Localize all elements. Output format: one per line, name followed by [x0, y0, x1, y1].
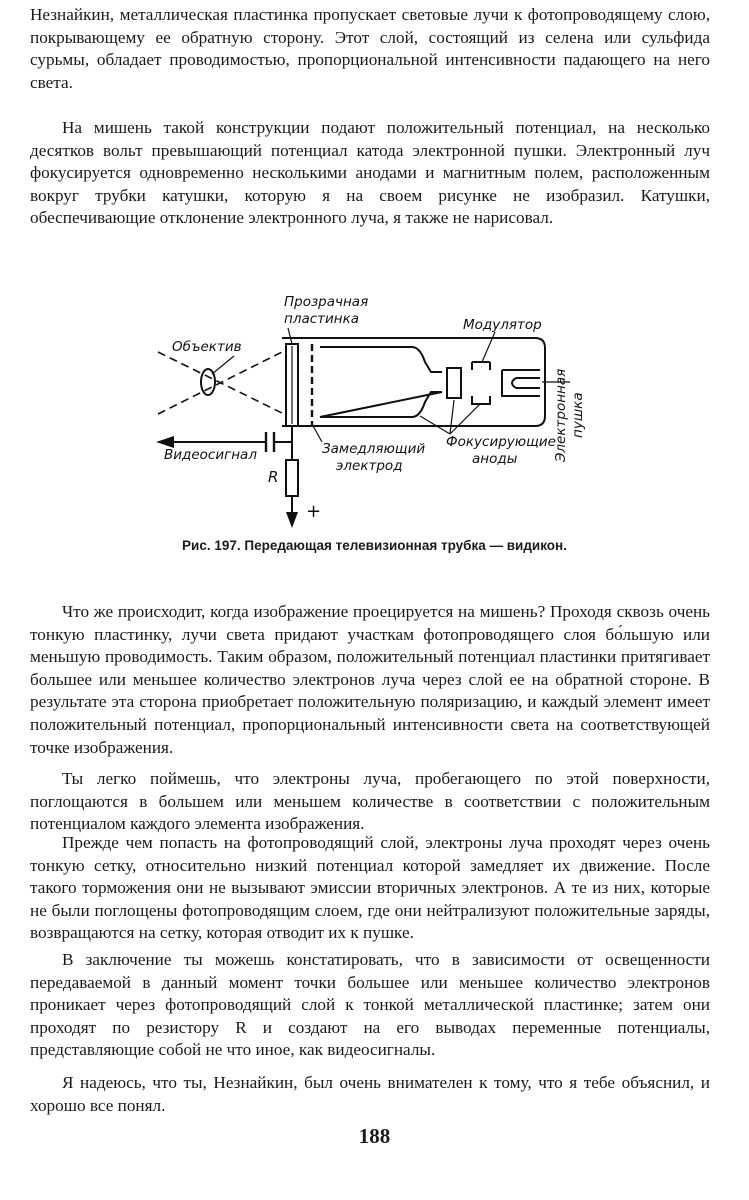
label-resistor: R: [268, 468, 279, 486]
focusing-anode-1: [447, 368, 461, 398]
paragraph-2: На мишень такой конструкции подают положительный потенциал, на несколько десятков вольт превышающий потенциал катода электронной пушки. Электронный луч фокусируется одновременно несколькими анодами и магнитным полем, расположенным вокруг трубки катушки, которую я на своем рисунке не изобразил. Катушки, обеспечивающие отклонение электронного луча, я также не нарисовал.: [30, 118, 710, 228]
cathode: [502, 370, 540, 396]
paragraph-3: Что же происходит, когда изображение проецируется на мишень? Проходя сквозь очень тонкую пластинку, лучи света придают участкам фотопроводящего слоя бо́льшую или меньшую проводимость. Таким образом, положительный потенциал пластинки притягивает большее или меньшее количество электронов луча через слой ее на обратной стороне. В результате эта сторона приобретает положительную поляризацию, и каждый элемент имеет положительный потенциал, пропорциональный интенсивности света на соответствующей точке изображения.: [30, 602, 710, 757]
label-objective: Объектив: [172, 339, 242, 355]
modulator: [472, 362, 490, 404]
label-video-signal: Видеосигнал: [164, 447, 257, 463]
paragraph-4: Ты легко поймешь, что электроны луча, пробегающего по этой поверхности, поглощаются в большем или меньшем количестве в соответствии с положительным потенциалом каждого элемента изображения.: [30, 769, 710, 834]
paragraph-1: Незнайкин, металлическая пластинка пропускает световые лучи к фотопроводящему слою, покрывающему ее обратную сторону. Этот слой, состоящий из селена или сульфида сурьмы, обладает проводимостью, пропорциональной интенсивности падающего на него света.: [30, 5, 710, 92]
label-transparent-plate-2: пластинка: [284, 311, 360, 327]
inner-electrode: [320, 347, 442, 417]
page-number: 188: [358, 1124, 391, 1148]
figure-caption: Рис. 197. Передающая телевизионная трубка — видикон.: [182, 538, 567, 553]
label-focusing-anodes-2: аноды: [472, 451, 518, 467]
label-electron-gun-2: пушка: [570, 392, 586, 438]
label-electron-gun-1: Электронная: [553, 368, 569, 462]
tube-envelope: [282, 338, 545, 426]
supply-arrow: [286, 512, 298, 528]
paragraph-6: В заключение ты можешь констатировать, что в зависимости от освещенности передаваемой в данный момент точки большее или меньшее количество электронов проникает через фотопроводящий слой к тонкой металлической пластинке; затем они проходят по резистору R и создают на его выводах переменные потенциалы, представляющие собой не что иное, как видеосигналы.: [30, 950, 710, 1060]
vidicon-diagram: [150, 292, 590, 532]
resistor: [286, 460, 298, 496]
label-modulator: Модулятор: [463, 317, 542, 333]
label-retarding-electrode-2: электрод: [336, 458, 403, 474]
label-transparent-plate-1: Прозрачная: [284, 294, 369, 310]
label-retarding-electrode-1: Замедляющий: [322, 441, 426, 457]
label-plus: +: [306, 501, 322, 522]
label-focusing-anodes-1: Фокусирующие: [446, 434, 556, 450]
paragraph-7: Я надеюсь, что ты, Незнайкин, был очень внимателен к тому, что я тебе объяснил, и хорошо все понял.: [30, 1073, 710, 1115]
paragraph-5: Прежде чем попасть на фотопроводящий слой, электроны луча проходят через очень тонкую сетку, относительно низкий потенциал которой замедляет их движение. После такого торможения они не вызывают эмиссии вторичных электронов. А те из них, которые не были поглощены фотопроводящим слоем, где они нейтрализуют положительные заряды, возвращаются на сетку, которая отводит их к пушке.: [30, 833, 710, 943]
